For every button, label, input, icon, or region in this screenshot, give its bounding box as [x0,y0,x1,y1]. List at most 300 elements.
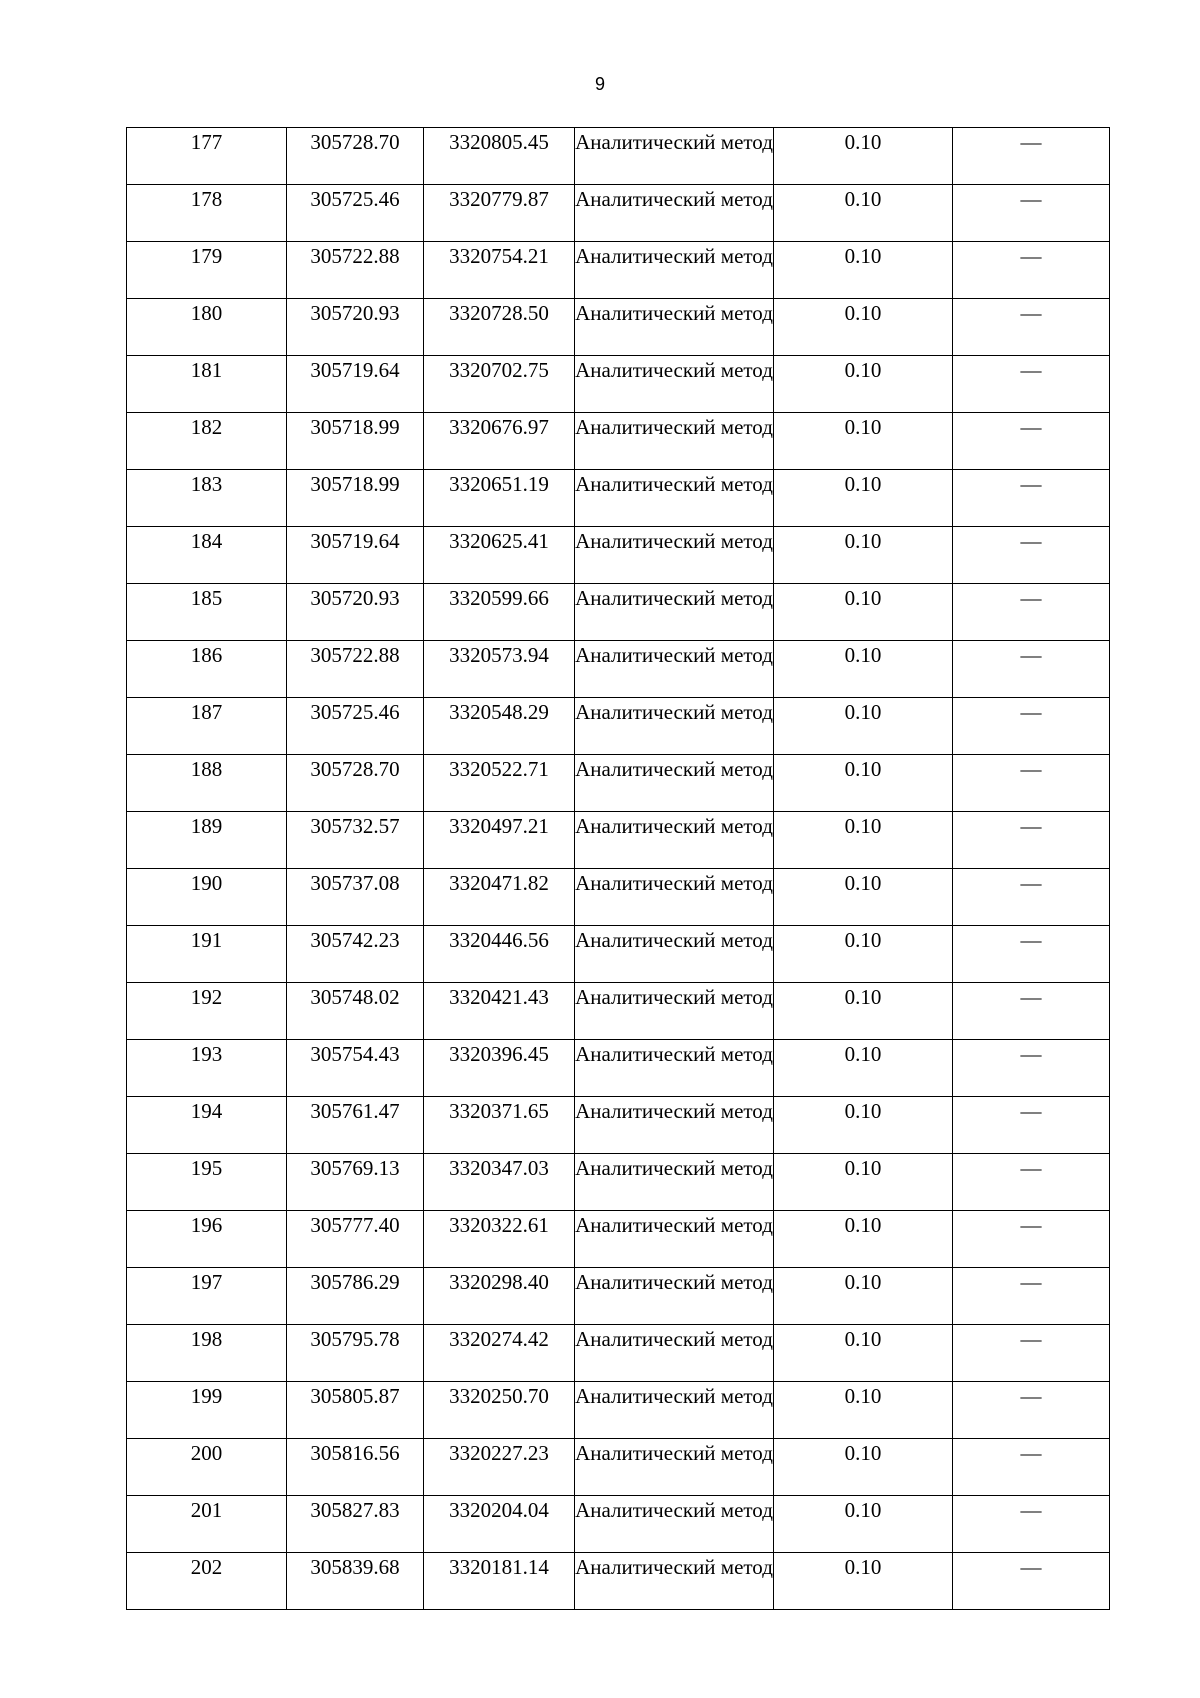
error-value: 0.10 [844,1042,882,1066]
point-number-cell [127,1268,287,1325]
y-coordinate: 3320322.61 [449,1213,549,1237]
y-coordinate-cell [424,299,575,356]
x-coordinate-cell [287,1211,424,1268]
error-cell [774,1496,953,1553]
table-row [127,641,1110,698]
x-coordinate: 305748.02 [310,985,400,1009]
method-text: Аналитический метод [575,700,773,724]
point-number-cell [127,470,287,527]
method-cell [575,413,774,470]
method-text: Аналитический метод [575,1156,773,1180]
point-number: 196 [190,1213,223,1237]
method-cell [575,698,774,755]
error-value: 0.10 [844,1555,882,1579]
y-coordinate-cell [424,584,575,641]
table-row [127,413,1110,470]
x-coordinate: 305761.47 [310,1099,400,1123]
y-coordinate-cell [424,1496,575,1553]
method-cell [575,242,774,299]
note-dash: — [1020,415,1042,439]
error-cell [774,641,953,698]
point-number: 179 [190,244,223,268]
point-number: 201 [190,1498,223,1522]
error-value: 0.10 [844,928,882,952]
y-coordinate-cell [424,755,575,812]
method-cell [575,1040,774,1097]
x-coordinate-cell [287,1553,424,1610]
y-coordinate: 3320446.56 [449,928,549,952]
x-coordinate: 305795.78 [310,1327,400,1351]
point-number-cell [127,926,287,983]
point-number: 195 [190,1156,223,1180]
method-cell [575,299,774,356]
error-cell [774,869,953,926]
x-coordinate-cell [287,1382,424,1439]
point-number: 178 [190,187,223,211]
error-cell [774,1040,953,1097]
note-cell [953,812,1110,869]
error-value: 0.10 [844,1156,882,1180]
y-coordinate: 3320728.50 [449,301,549,325]
error-value: 0.10 [844,757,882,781]
table-row [127,1382,1110,1439]
note-cell [953,983,1110,1040]
y-coordinate-cell [424,1439,575,1496]
table-row [127,242,1110,299]
point-number-cell [127,812,287,869]
method-cell [575,1439,774,1496]
y-coordinate: 3320250.70 [449,1384,549,1408]
method-text: Аналитический метод [575,1555,773,1579]
note-cell [953,242,1110,299]
x-coordinate: 305728.70 [310,757,400,781]
x-coordinate-cell [287,299,424,356]
error-cell [774,1553,953,1610]
method-text: Аналитический метод [575,415,773,439]
error-cell [774,299,953,356]
method-text: Аналитический метод [575,928,773,952]
table-row [127,1268,1110,1325]
method-text: Аналитический метод [575,244,773,268]
note-cell [953,1382,1110,1439]
x-coordinate: 305720.93 [310,586,400,610]
method-text: Аналитический метод [575,529,773,553]
x-coordinate: 305725.46 [310,700,400,724]
point-number: 190 [190,871,223,895]
error-value: 0.10 [844,700,882,724]
method-text: Аналитический метод [575,757,773,781]
table-row [127,755,1110,812]
y-coordinate-cell [424,1040,575,1097]
table-row [127,527,1110,584]
point-number: 202 [190,1555,223,1579]
x-coordinate-cell [287,242,424,299]
x-coordinate-cell [287,869,424,926]
point-number-cell [127,869,287,926]
error-value: 0.10 [844,814,882,838]
y-coordinate: 3320497.21 [449,814,549,838]
method-text: Аналитический метод [575,472,773,496]
note-cell [953,755,1110,812]
y-coordinate-cell [424,527,575,584]
note-cell [953,1496,1110,1553]
point-number: 182 [190,415,223,439]
note-cell [953,356,1110,413]
y-coordinate-cell [424,1154,575,1211]
method-cell [575,1496,774,1553]
x-coordinate: 305728.70 [310,130,400,154]
table-row [127,299,1110,356]
method-cell [575,1553,774,1610]
point-number-cell [127,128,287,185]
note-dash: — [1020,643,1042,667]
method-text: Аналитический метод [575,1042,773,1066]
y-coordinate: 3320779.87 [449,187,549,211]
note-cell [953,926,1110,983]
point-number-cell [127,1325,287,1382]
point-number-cell [127,1211,287,1268]
y-coordinate: 3320573.94 [449,643,549,667]
y-coordinate-cell [424,1097,575,1154]
point-number-cell [127,527,287,584]
y-coordinate: 3320181.14 [449,1555,549,1579]
error-value: 0.10 [844,643,882,667]
x-coordinate-cell [287,128,424,185]
method-text: Аналитический метод [575,871,773,895]
point-number-cell [127,185,287,242]
error-value: 0.10 [844,1099,882,1123]
x-coordinate-cell [287,470,424,527]
error-value: 0.10 [844,586,882,610]
note-cell [953,1040,1110,1097]
point-number-cell [127,983,287,1040]
note-dash: — [1020,1042,1042,1066]
x-coordinate-cell [287,641,424,698]
note-cell [953,1268,1110,1325]
x-coordinate-cell [287,698,424,755]
point-number: 180 [190,301,223,325]
x-coordinate: 305725.46 [310,187,400,211]
point-number: 189 [190,814,223,838]
error-cell [774,812,953,869]
method-cell [575,1382,774,1439]
x-coordinate: 305777.40 [310,1213,400,1237]
note-dash: — [1020,871,1042,895]
note-cell [953,413,1110,470]
method-text: Аналитический метод [575,643,773,667]
note-cell [953,185,1110,242]
error-cell [774,983,953,1040]
note-dash: — [1020,757,1042,781]
error-value: 0.10 [844,1441,882,1465]
method-cell [575,185,774,242]
point-number: 192 [190,985,223,1009]
x-coordinate-cell [287,1268,424,1325]
x-coordinate: 305839.68 [310,1555,400,1579]
x-coordinate: 305769.13 [310,1156,400,1180]
error-cell [774,1154,953,1211]
y-coordinate-cell [424,356,575,413]
note-dash: — [1020,1099,1042,1123]
y-coordinate-cell [424,698,575,755]
error-cell [774,242,953,299]
x-coordinate: 305718.99 [310,472,400,496]
method-cell [575,1211,774,1268]
point-number-cell [127,242,287,299]
note-cell [953,641,1110,698]
y-coordinate-cell [424,983,575,1040]
method-cell [575,755,774,812]
note-cell [953,698,1110,755]
method-cell [575,1325,774,1382]
error-value: 0.10 [844,1384,882,1408]
note-dash: — [1020,586,1042,610]
table-row [127,1439,1110,1496]
note-dash: — [1020,130,1042,154]
error-value: 0.10 [844,871,882,895]
error-value: 0.10 [844,1213,882,1237]
method-text: Аналитический метод [575,1213,773,1237]
x-coordinate: 305742.23 [310,928,400,952]
y-coordinate: 3320347.03 [449,1156,549,1180]
point-number-cell [127,1097,287,1154]
error-cell [774,584,953,641]
point-number-cell [127,1439,287,1496]
table-row [127,470,1110,527]
point-number: 191 [190,928,223,952]
x-coordinate: 305737.08 [310,871,400,895]
error-value: 0.10 [844,985,882,1009]
y-coordinate-cell [424,641,575,698]
error-cell [774,185,953,242]
method-text: Аналитический метод [575,1327,773,1351]
note-dash: — [1020,187,1042,211]
y-coordinate: 3320599.66 [449,586,549,610]
point-number: 198 [190,1327,223,1351]
point-number-cell [127,641,287,698]
x-coordinate-cell [287,812,424,869]
note-dash: — [1020,358,1042,382]
error-value: 0.10 [844,301,882,325]
y-coordinate-cell [424,926,575,983]
note-dash: — [1020,1156,1042,1180]
x-coordinate-cell [287,1097,424,1154]
table-row [127,128,1110,185]
y-coordinate-cell [424,812,575,869]
point-number-cell [127,356,287,413]
error-cell [774,470,953,527]
error-value: 0.10 [844,358,882,382]
y-coordinate: 3320471.82 [449,871,549,895]
x-coordinate-cell [287,185,424,242]
error-cell [774,1211,953,1268]
note-cell [953,1325,1110,1382]
y-coordinate: 3320676.97 [449,415,549,439]
x-coordinate-cell [287,1439,424,1496]
note-dash: — [1020,529,1042,553]
y-coordinate: 3320298.40 [449,1270,549,1294]
method-text: Аналитический метод [575,301,773,325]
x-coordinate: 305816.56 [310,1441,400,1465]
y-coordinate-cell [424,1325,575,1382]
x-coordinate-cell [287,755,424,812]
y-coordinate: 3320754.21 [449,244,549,268]
x-coordinate-cell [287,1496,424,1553]
note-dash: — [1020,814,1042,838]
method-cell [575,470,774,527]
y-coordinate: 3320702.75 [449,358,549,382]
point-number-cell [127,1040,287,1097]
table-row [127,356,1110,413]
y-coordinate: 3320421.43 [449,985,549,1009]
error-value: 0.10 [844,529,882,553]
method-cell [575,1097,774,1154]
method-cell [575,584,774,641]
y-coordinate: 3320548.29 [449,700,549,724]
note-cell [953,1211,1110,1268]
table-row [127,1496,1110,1553]
error-value: 0.10 [844,472,882,496]
error-cell [774,356,953,413]
y-coordinate: 3320625.41 [449,529,549,553]
y-coordinate: 3320805.45 [449,130,549,154]
table-row [127,812,1110,869]
y-coordinate: 3320371.65 [449,1099,549,1123]
method-cell [575,1154,774,1211]
x-coordinate-cell [287,527,424,584]
table-row [127,698,1110,755]
x-coordinate-cell [287,584,424,641]
note-cell [953,584,1110,641]
point-number-cell [127,584,287,641]
point-number: 197 [190,1270,223,1294]
y-coordinate: 3320227.23 [449,1441,549,1465]
note-dash: — [1020,1270,1042,1294]
method-text: Аналитический метод [575,187,773,211]
error-cell [774,698,953,755]
method-cell [575,527,774,584]
x-coordinate: 305786.29 [310,1270,400,1294]
error-cell [774,1268,953,1325]
x-coordinate: 305720.93 [310,301,400,325]
error-value: 0.10 [844,187,882,211]
note-cell [953,1439,1110,1496]
point-number: 199 [190,1384,223,1408]
method-cell [575,869,774,926]
table-row [127,1325,1110,1382]
x-coordinate-cell [287,1325,424,1382]
note-dash: — [1020,1384,1042,1408]
error-cell [774,755,953,812]
note-cell [953,299,1110,356]
method-text: Аналитический метод [575,1498,773,1522]
point-number: 194 [190,1099,223,1123]
x-coordinate-cell [287,1154,424,1211]
y-coordinate: 3320522.71 [449,757,549,781]
y-coordinate-cell [424,1382,575,1439]
point-number-cell [127,299,287,356]
y-coordinate-cell [424,242,575,299]
error-cell [774,926,953,983]
method-text: Аналитический метод [575,130,773,154]
method-text: Аналитический метод [575,1270,773,1294]
x-coordinate-cell [287,926,424,983]
error-cell [774,527,953,584]
note-cell [953,869,1110,926]
x-coordinate-cell [287,1040,424,1097]
y-coordinate-cell [424,1268,575,1325]
point-number: 185 [190,586,223,610]
y-coordinate-cell [424,470,575,527]
note-dash: — [1020,244,1042,268]
page-number: 9 [594,74,605,94]
y-coordinate-cell [424,1553,575,1610]
note-cell [953,470,1110,527]
x-coordinate: 305827.83 [310,1498,400,1522]
point-number: 177 [190,130,223,154]
y-coordinate-cell [424,1211,575,1268]
method-cell [575,356,774,413]
y-coordinate: 3320396.45 [449,1042,549,1066]
note-cell [953,1097,1110,1154]
note-cell [953,1553,1110,1610]
point-number-cell [127,1382,287,1439]
table-row [127,1553,1110,1610]
table-row [127,1040,1110,1097]
x-coordinate-cell [287,413,424,470]
point-number-cell [127,755,287,812]
table-row [127,983,1110,1040]
note-dash: — [1020,1555,1042,1579]
error-value: 0.10 [844,1498,882,1522]
point-number-cell [127,1496,287,1553]
note-cell [953,1154,1110,1211]
method-cell [575,983,774,1040]
method-text: Аналитический метод [575,1384,773,1408]
error-value: 0.10 [844,1270,882,1294]
note-dash: — [1020,1327,1042,1351]
x-coordinate-cell [287,983,424,1040]
method-cell [575,128,774,185]
method-text: Аналитический метод [575,586,773,610]
x-coordinate-cell [287,356,424,413]
error-value: 0.10 [844,415,882,439]
table-row [127,185,1110,242]
note-dash: — [1020,985,1042,1009]
x-coordinate: 305718.99 [310,415,400,439]
method-text: Аналитический метод [575,1441,773,1465]
method-text: Аналитический метод [575,358,773,382]
error-cell [774,1097,953,1154]
x-coordinate: 305719.64 [310,529,400,553]
method-cell [575,812,774,869]
error-cell [774,1325,953,1382]
coordinates-table-body [127,128,1110,1610]
table-row [127,584,1110,641]
error-value: 0.10 [844,1327,882,1351]
error-value: 0.10 [844,130,882,154]
method-cell [575,641,774,698]
table-row [127,926,1110,983]
note-dash: — [1020,1213,1042,1237]
note-dash: — [1020,928,1042,952]
note-dash: — [1020,1498,1042,1522]
y-coordinate: 3320651.19 [449,472,549,496]
point-number: 181 [190,358,223,382]
table-row [127,1097,1110,1154]
error-cell [774,1439,953,1496]
y-coordinate-cell [424,413,575,470]
